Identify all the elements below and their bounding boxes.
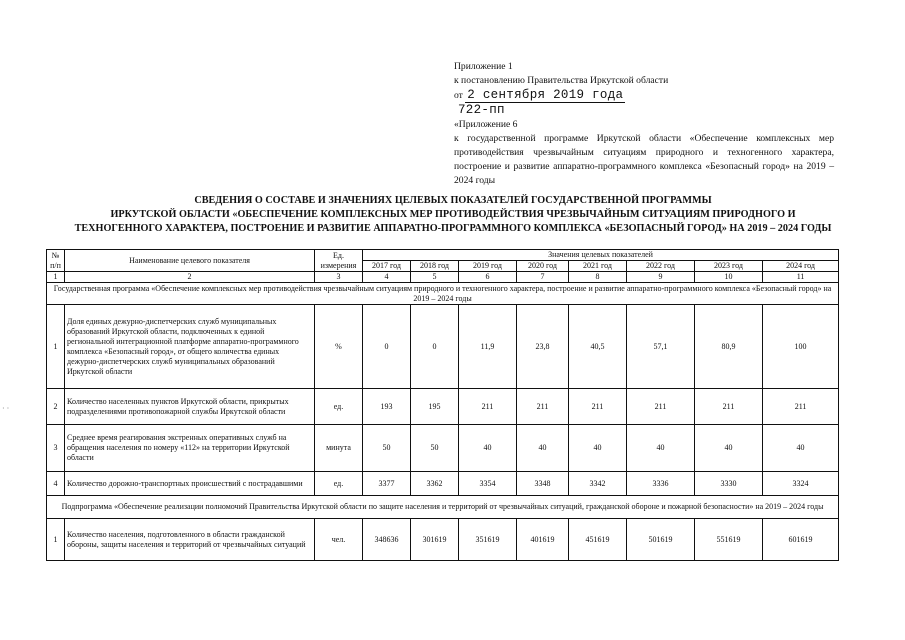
title-line-3: ТЕХНОГЕННОГО ХАРАКТЕРА, ПОСТРОЕНИЕ И РАЗВИТИЕ АППАРАТНО-ПРОГРАММНОГО КОМПЛЕКСА «БЕЗОПАСНЫЙ ГОРОД» НА 2019 – 2024 ГОДЫ [74, 223, 832, 234]
value-cell: 451619 [569, 519, 627, 561]
value-cell: 501619 [627, 519, 695, 561]
header-values: Значения целевых показателей [363, 250, 839, 261]
column-number-10: 10 [695, 272, 763, 283]
row-number: 2 [47, 389, 65, 425]
row-number: 4 [47, 472, 65, 496]
value-cell: 211 [517, 389, 569, 425]
value-cell: 211 [763, 389, 839, 425]
table-row [47, 472, 839, 496]
column-number-4: 4 [363, 272, 411, 283]
value-cell: 40 [459, 425, 517, 472]
value-cell: 301619 [411, 519, 459, 561]
column-number-11: 11 [763, 272, 839, 283]
appendix-number-line [454, 103, 834, 118]
appendix-line-5: к государственной программе Иркутской области «Обеспечение комплексных мер противодействия чрезвычайным ситуациям природного и техногенного характера, построение и развитие аппаратно-программного комплекса «Безопасный город» на 2019 – 2024 годы [454, 133, 834, 186]
value-cell: 40 [627, 425, 695, 472]
column-number-5: 5 [411, 272, 459, 283]
appendix-line-1: Приложение 1 [454, 61, 513, 72]
value-cell: 57,1 [627, 305, 695, 389]
value-cell: 3330 [695, 472, 763, 496]
column-number-1: 1 [47, 272, 65, 283]
indicator-name: Доля единых дежурно-диспетчерских служб муниципальных образований Иркутской области, подключенных к единой региональной интеграционной платформе аппаратно-программного комплекса «Безопасный город», от общего количества единых дежурно-диспетчерских служб муниципальных образований Иркутской области [65, 305, 315, 389]
value-cell: 50 [411, 425, 459, 472]
column-number-8: 8 [569, 272, 627, 283]
value-cell: 23,8 [517, 305, 569, 389]
value-cell: 40 [695, 425, 763, 472]
unit-cell: чел. [315, 519, 363, 561]
indicator-name: Количество населения, подготовленного в области гражданской обороны, защиты населения и территорий от чрезвычайных ситуаций [65, 519, 315, 561]
indicator-name: Количество населенных пунктов Иркутской области, прикрытых подразделениями противопожарной службы Иркутской области [65, 389, 315, 425]
value-cell: 3336 [627, 472, 695, 496]
year-header-8: 2024 год [763, 261, 839, 272]
value-cell: 401619 [517, 519, 569, 561]
table-row [47, 519, 839, 561]
year-header-4: 2020 год [517, 261, 569, 272]
program-section-row [47, 283, 839, 305]
date-prefix: от [454, 90, 463, 101]
value-cell: 193 [363, 389, 411, 425]
value-cell: 3348 [517, 472, 569, 496]
decree-number: 722-пп [458, 103, 505, 117]
header-num: № п/п [47, 250, 65, 272]
row-number: 1 [47, 519, 65, 561]
value-cell: 348636 [363, 519, 411, 561]
value-cell: 0 [363, 305, 411, 389]
document-title [40, 194, 866, 236]
value-cell: 211 [695, 389, 763, 425]
column-number-2: 2 [65, 272, 315, 283]
value-cell: 601619 [763, 519, 839, 561]
value-cell: 0 [411, 305, 459, 389]
value-cell: 211 [627, 389, 695, 425]
value-cell: 3362 [411, 472, 459, 496]
table-row [47, 425, 839, 472]
value-cell: 551619 [695, 519, 763, 561]
date-value: 2 сентября 2019 года [467, 88, 624, 102]
subprogram-section-row [47, 496, 839, 519]
year-header-6: 2022 год [627, 261, 695, 272]
value-cell: 3377 [363, 472, 411, 496]
row-number: 1 [47, 305, 65, 389]
appendix-date-line [454, 88, 834, 103]
column-number-6: 6 [459, 272, 517, 283]
column-numbers-row [47, 272, 839, 283]
column-number-7: 7 [517, 272, 569, 283]
value-cell: 40,5 [569, 305, 627, 389]
value-cell: 3324 [763, 472, 839, 496]
value-cell: 3354 [459, 472, 517, 496]
value-cell: 11,9 [459, 305, 517, 389]
column-number-3: 3 [315, 272, 363, 283]
value-cell: 50 [363, 425, 411, 472]
program-section-row-title: Государственная программа «Обеспечение комплексных мер противодействия чрезвычайным ситуациям природного и техногенного характера, построение и развитие аппаратно-программного комплекса «Безопасный город» на 2019 – 2024 годы [47, 283, 839, 305]
unit-cell: ед. [315, 472, 363, 496]
subprogram-section-row-title: Подпрограмма «Обеспечение реализации полномочий Правительства Иркутской области по защите населения и территорий от чрезвычайных ситуаций, гражданской обороне и пожарной безопасности» на 2019 – 2024 годы [47, 496, 839, 519]
unit-cell: ед. [315, 389, 363, 425]
table-row [47, 389, 839, 425]
year-header-1: 2017 год [363, 261, 411, 272]
header-unit: Ед. измерения [315, 250, 363, 272]
appendix-line-2: к постановлению Правительства Иркутской области [454, 75, 669, 86]
value-cell: 40 [763, 425, 839, 472]
unit-cell: % [315, 305, 363, 389]
row-number: 3 [47, 425, 65, 472]
value-cell: 3342 [569, 472, 627, 496]
title-line-1: СВЕДЕНИЯ О СОСТАВЕ И ЗНАЧЕНИЯХ ЦЕЛЕВЫХ ПОКАЗАТЕЛЕЙ ГОСУДАРСТВЕННОЙ ПРОГРАММЫ [194, 195, 712, 206]
title-line-2: ИРКУТСКОЙ ОБЛАСТИ «ОБЕСПЕЧЕНИЕ КОМПЛЕКСНЫХ МЕР ПРОТИВОДЕЙСТВИЯ ЧРЕЗВЫЧАЙНЫМ СИТУАЦИЯМ ПРИРОДНОГО И [110, 209, 796, 220]
value-cell: 40 [569, 425, 627, 472]
column-number-9: 9 [627, 272, 695, 283]
table-row [47, 305, 839, 389]
year-header-7: 2023 год [695, 261, 763, 272]
appendix-header [454, 60, 834, 188]
year-header-3: 2019 год [459, 261, 517, 272]
header-name: Наименование целевого показателя [65, 250, 315, 272]
year-header-5: 2021 год [569, 261, 627, 272]
indicators-table [46, 249, 839, 561]
appendix-line-4: «Приложение 6 [454, 119, 518, 130]
year-header-2: 2018 год [411, 261, 459, 272]
value-cell: 211 [569, 389, 627, 425]
value-cell: 351619 [459, 519, 517, 561]
scan-margin-marks: · · [2, 404, 10, 413]
value-cell: 80,9 [695, 305, 763, 389]
value-cell: 211 [459, 389, 517, 425]
value-cell: 100 [763, 305, 839, 389]
value-cell: 195 [411, 389, 459, 425]
indicator-name: Среднее время реагирования экстренных оперативных служб на обращения населения по номеру «112» на территории Иркутской области [65, 425, 315, 472]
indicator-name: Количество дорожно-транспортных происшествий с пострадавшими [65, 472, 315, 496]
unit-cell: минута [315, 425, 363, 472]
header-row-1 [47, 250, 839, 261]
value-cell: 40 [517, 425, 569, 472]
